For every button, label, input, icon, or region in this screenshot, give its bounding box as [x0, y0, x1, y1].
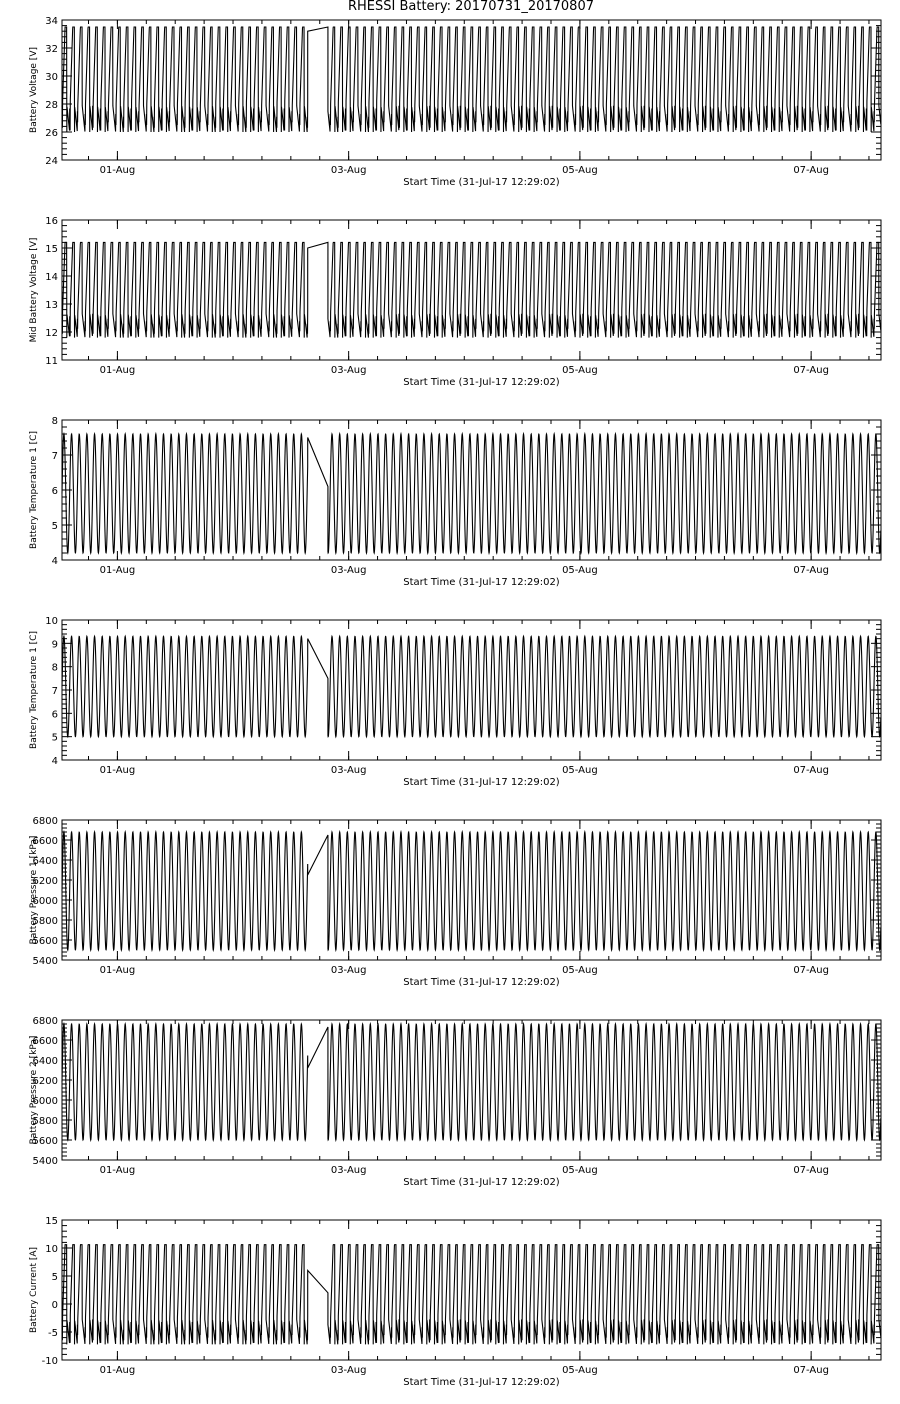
y-tick-label: 7 — [51, 686, 58, 697]
data-series-line — [62, 636, 881, 736]
y-tick-label: 6200 — [32, 1076, 58, 1087]
x-tick-label: 07-Aug — [793, 1165, 829, 1176]
y-tick-label: 6 — [51, 486, 58, 497]
y-tick-label: 5 — [51, 1272, 58, 1283]
y-tick-label: 5800 — [32, 1116, 58, 1127]
y-axis-label: Battery Temperature 1 [C] — [29, 431, 39, 549]
x-axis-label: Start Time (31-Jul-17 12:29:02) — [403, 377, 560, 388]
y-tick-label: 6400 — [32, 856, 58, 867]
x-tick-label: 01-Aug — [99, 765, 136, 776]
x-tick-label: 07-Aug — [793, 765, 829, 776]
data-series-line — [62, 27, 881, 132]
plot-frame — [62, 20, 881, 160]
y-tick-label: 6000 — [32, 896, 58, 907]
x-tick-label: 01-Aug — [99, 965, 136, 976]
x-tick-label: 03-Aug — [330, 165, 367, 176]
y-tick-label: -10 — [41, 1356, 58, 1367]
y-tick-label: 14 — [45, 272, 58, 283]
x-tick-label: 01-Aug — [99, 365, 136, 376]
y-tick-label: 10 — [45, 1244, 58, 1255]
panel-5 — [29, 816, 881, 988]
x-tick-label: 01-Aug — [99, 565, 136, 576]
y-tick-label: 16 — [45, 216, 58, 227]
y-tick-label: 11 — [45, 356, 58, 367]
y-tick-label: 8 — [51, 662, 58, 674]
y-tick-label: 32 — [45, 44, 58, 55]
y-tick-label: 5 — [51, 521, 58, 532]
y-axis-label: Mid Battery Voltage [V] — [29, 237, 39, 343]
y-tick-label: 4 — [51, 556, 58, 567]
y-tick-label: -5 — [48, 1328, 58, 1339]
x-tick-label: 03-Aug — [330, 765, 367, 776]
panel-6 — [29, 1016, 881, 1188]
x-axis-label: Start Time (31-Jul-17 12:29:02) — [403, 777, 560, 788]
x-axis-label: Start Time (31-Jul-17 12:29:02) — [403, 977, 560, 988]
x-tick-label: 03-Aug — [330, 965, 367, 976]
y-tick-label: 24 — [45, 156, 58, 167]
y-tick-label: 6000 — [32, 1096, 58, 1107]
y-tick-label: 6800 — [32, 816, 58, 827]
plot-frame — [62, 220, 881, 360]
y-tick-label: 5600 — [32, 936, 58, 947]
y-tick-label: 6600 — [32, 1036, 58, 1047]
x-tick-label: 01-Aug — [99, 1365, 136, 1376]
y-tick-label: 4 — [51, 756, 58, 767]
data-series-line — [62, 832, 881, 950]
y-tick-label: 12 — [45, 328, 58, 339]
y-tick-label: 5600 — [32, 1136, 58, 1147]
panel-1 — [29, 16, 881, 188]
x-tick-label: 03-Aug — [330, 1165, 367, 1176]
y-tick-label: 15 — [45, 1216, 58, 1227]
y-tick-label: 6 — [51, 709, 58, 721]
y-tick-label: 5400 — [32, 1156, 58, 1167]
x-tick-label: 03-Aug — [330, 1365, 367, 1376]
x-tick-label: 03-Aug — [330, 365, 367, 376]
x-tick-label: 05-Aug — [562, 1365, 598, 1376]
y-tick-label: 30 — [45, 72, 58, 83]
y-tick-label: 28 — [45, 100, 58, 111]
y-tick-label: 15 — [45, 244, 58, 255]
figure-title: RHESSI Battery: 20170731_20170807 — [347, 0, 594, 14]
x-tick-label: 01-Aug — [99, 165, 136, 176]
x-tick-label: 07-Aug — [793, 565, 829, 576]
x-tick-label: 05-Aug — [562, 165, 598, 176]
y-axis-label: Battery Temperature 1 [C] — [29, 631, 39, 749]
x-tick-label: 07-Aug — [793, 965, 829, 976]
y-tick-label: 0 — [51, 1300, 58, 1311]
y-tick-label: 6400 — [32, 1056, 58, 1067]
y-tick-label: 9 — [51, 639, 58, 651]
y-tick-label: 34 — [45, 16, 58, 27]
data-series-line — [62, 434, 881, 553]
y-tick-label: 6600 — [32, 836, 58, 847]
x-tick-label: 07-Aug — [793, 1365, 829, 1376]
y-axis-label: Battery Voltage [V] — [29, 47, 39, 133]
y-tick-label: 13 — [45, 300, 58, 311]
x-axis-label: Start Time (31-Jul-17 12:29:02) — [403, 1377, 560, 1388]
y-axis-label: Battery Current [A] — [29, 1246, 39, 1334]
y-tick-label: 7 — [51, 451, 58, 462]
y-tick-label: 8 — [51, 416, 58, 427]
x-tick-label: 05-Aug — [562, 1165, 598, 1176]
x-tick-label: 01-Aug — [99, 1165, 136, 1176]
x-tick-label: 05-Aug — [562, 365, 598, 376]
data-series-line — [62, 1245, 881, 1345]
x-axis-label: Start Time (31-Jul-17 12:29:02) — [403, 577, 560, 588]
y-tick-label: 6200 — [32, 876, 58, 887]
data-series-line — [62, 1024, 881, 1140]
x-tick-label: 05-Aug — [562, 565, 598, 576]
y-axis-label: Battery Pressure 2 [kPa] — [29, 1035, 39, 1145]
panel-2 — [29, 216, 881, 388]
x-axis-label: Start Time (31-Jul-17 12:29:02) — [403, 177, 560, 188]
panel-4 — [29, 616, 881, 788]
y-tick-label: 5400 — [32, 956, 58, 967]
x-axis-label: Start Time (31-Jul-17 12:29:02) — [403, 1177, 560, 1188]
y-tick-label: 26 — [45, 128, 58, 139]
y-axis-label: Battery Pressure 1 [kPa] — [29, 835, 39, 945]
x-tick-label: 07-Aug — [793, 165, 829, 176]
y-tick-label: 6800 — [32, 1016, 58, 1027]
x-tick-label: 07-Aug — [793, 365, 829, 376]
y-tick-label: 5 — [51, 732, 58, 744]
panel-7 — [29, 1216, 881, 1388]
x-tick-label: 05-Aug — [562, 965, 598, 976]
y-tick-label: 10 — [45, 616, 58, 627]
y-tick-label: 5800 — [32, 916, 58, 927]
x-tick-label: 05-Aug — [562, 765, 598, 776]
panel-3 — [29, 416, 881, 588]
data-series-line — [62, 242, 881, 337]
x-tick-label: 03-Aug — [330, 565, 367, 576]
